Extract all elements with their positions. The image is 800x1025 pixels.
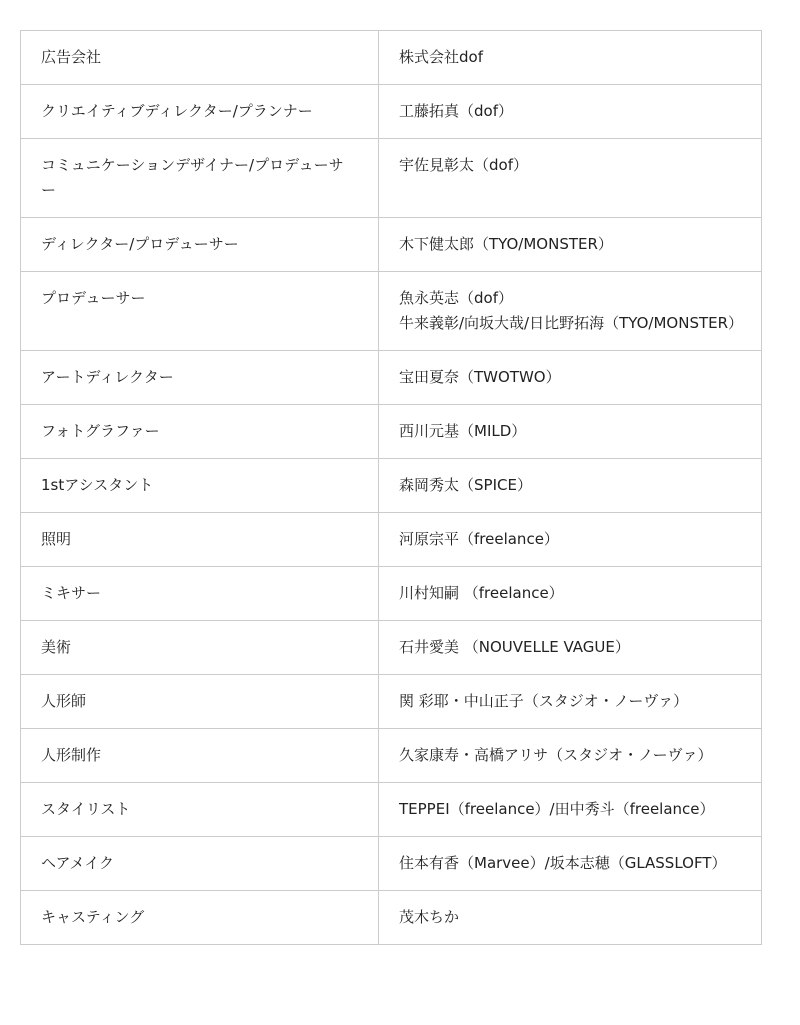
credit-row [21,139,762,218]
credit-name: 住本有香（Marvee）/坂本志穂（GLASSLOFT） [399,854,727,872]
credit-names [379,729,762,783]
credit-name: 宝田夏奈（TWOTWO） [399,368,561,386]
credit-role: 広告会社 [21,31,379,85]
credit-row [21,513,762,567]
credit-name: 株式会社dof [399,48,483,66]
credit-names [379,459,762,513]
credit-name: 宇佐見彰太（dof） [399,156,528,174]
credit-row [21,891,762,945]
credit-role: ミキサー [21,567,379,621]
credit-name: 茂木ちか [399,908,460,926]
credit-names [379,837,762,891]
credit-role: ヘアメイク [21,837,379,891]
credit-role: 人形師 [21,675,379,729]
credit-names [379,351,762,405]
credit-role: キャスティング [21,891,379,945]
credit-role: フォトグラファー [21,405,379,459]
credit-row [21,729,762,783]
credit-role: 人形制作 [21,729,379,783]
credit-row [21,621,762,675]
credit-name: 森岡秀太（SPICE） [399,476,532,494]
credit-names [379,272,762,351]
credit-names [379,783,762,837]
credit-names [379,405,762,459]
credit-name: 河原宗平（freelance） [399,530,559,548]
credits-table-body [21,31,762,945]
credit-role: スタイリスト [21,783,379,837]
credit-row [21,405,762,459]
credit-role: プロデューサー [21,272,379,351]
credit-names [379,891,762,945]
credit-names [379,139,762,218]
credit-row [21,31,762,85]
credit-row [21,567,762,621]
credits-table [20,30,762,945]
credit-role: 美術 [21,621,379,675]
credit-names [379,218,762,272]
credit-names [379,85,762,139]
credit-names [379,31,762,85]
credit-names [379,567,762,621]
credit-row [21,459,762,513]
credit-name: 工藤拓真（dof） [399,102,513,120]
credit-name: TEPPEI（freelance）/田中秀斗（freelance） [399,800,715,818]
credit-row [21,218,762,272]
credit-row [21,783,762,837]
credit-role: アートディレクター [21,351,379,405]
credit-row [21,837,762,891]
credit-role: 照明 [21,513,379,567]
credit-row [21,351,762,405]
credit-name: 関 彩耶・中山正子（スタジオ・ノーヴァ） [399,692,689,710]
credit-names [379,513,762,567]
credit-names [379,675,762,729]
credit-name: 木下健太郎（TYO/MONSTER） [399,235,613,253]
credit-name: 西川元基（MILD） [399,422,527,440]
credit-row [21,85,762,139]
credit-role: 1stアシスタント [21,459,379,513]
credit-name: 牛来義彰/向坂大哉/日比野拓海（TYO/MONSTER） [399,314,744,332]
credit-name: 久家康寿・高橋アリサ（スタジオ・ノーヴァ） [399,746,713,764]
credit-name: 川村知嗣 （freelance） [399,584,564,602]
credit-name: 魚永英志（dof） [399,289,513,307]
credit-role: ディレクター/プロデューサー [21,218,379,272]
credit-name: 石井愛美 （NOUVELLE VAGUE） [399,638,630,656]
credit-row [21,675,762,729]
credit-role: クリエイティブディレクター/プランナー [21,85,379,139]
credit-names [379,621,762,675]
credit-row [21,272,762,351]
credit-role: コミュニケーションデザイナー/プロデューサー [21,139,379,218]
